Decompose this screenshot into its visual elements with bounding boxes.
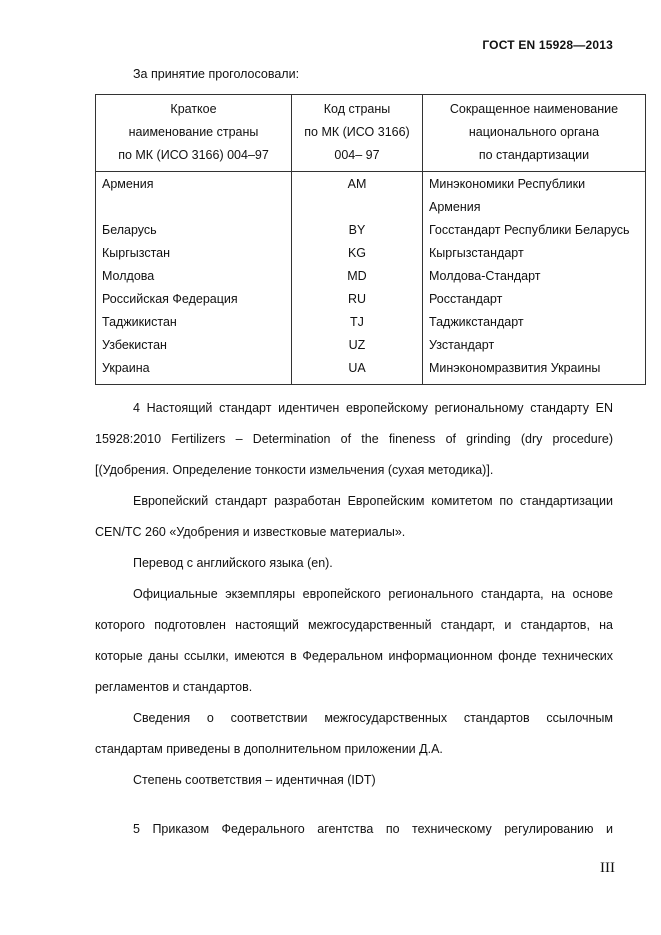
country-code: UZ (292, 334, 423, 357)
standards-body: Госстандарт Республики Беларусь (423, 219, 646, 242)
header-country-name: Краткое наименование страны по МК (ИСО 3166) 004–97 (96, 95, 292, 172)
paragraph-cen-committee: Европейский стандарт разработан Европейским комитетом по стандартизации CEN/TC 260 «Удобрения и известковые материалы». (95, 494, 613, 539)
header-country-code: Код страны по МК (ИСО 3166) 004– 97 (292, 95, 423, 172)
standards-body: Минэкономразвития Украины (423, 357, 646, 385)
country-code: TJ (292, 311, 423, 334)
paragraph-identical-standard: 4 Настоящий стандарт идентичен европейскому региональному стандарту EN 15928:2010 Fertilizers – Determination of the fineness of grinding (dry procedure) [(Удобрения. Определение тонкости измельчения (сухая методика)]. (95, 401, 613, 477)
country-name: Таджикистан (96, 311, 292, 334)
table-row (96, 311, 646, 334)
country-code: MD (292, 265, 423, 288)
standards-body: Минэкономики Республики Армения (423, 172, 646, 220)
country-name: Узбекистан (96, 334, 292, 357)
table-row (96, 288, 646, 311)
country-code: BY (292, 219, 423, 242)
document-code-header: ГОСТ EN 15928—2013 (482, 38, 613, 52)
standards-body: Узстандарт (423, 334, 646, 357)
paragraph-federal-agency-order: 5 Приказом Федерального агентства по техническому регулированию и (133, 822, 613, 836)
paragraph-correspondence-info: Сведения о соответствии межгосударственных стандартов ссылочным стандартам приведены в дополнительном приложении Д.А. (95, 711, 613, 756)
country-code: AM (292, 172, 423, 220)
standards-body: Росстандарт (423, 288, 646, 311)
country-code: KG (292, 242, 423, 265)
section-5-text (95, 814, 613, 845)
table-row (96, 357, 646, 385)
paragraph-degree-of-conformity: Степень соответствия – идентичная (IDT) (133, 773, 376, 787)
header-standards-body: Сокращенное наименование национального органа по стандартизации (423, 95, 646, 172)
standards-body: Молдова-Стандарт (423, 265, 646, 288)
paragraph-official-copies: Официальные экземпляры европейского регионального стандарта, на основе которого подготовлен настоящий межгосударственный стандарт, и стандартов, на которые даны ссылки, имеются в Федеральном информационном фонде технических регламентов и стандартов. (95, 587, 613, 694)
country-code: UA (292, 357, 423, 385)
country-name: Беларусь (96, 219, 292, 242)
table-row (96, 172, 646, 220)
country-name: Армения (96, 172, 292, 220)
paragraph-translation: Перевод с английского языка (en). (133, 556, 333, 570)
table-row (96, 242, 646, 265)
country-name: Молдова (96, 265, 292, 288)
voting-intro: За принятие проголосовали: (133, 67, 300, 81)
voting-countries-table (95, 94, 646, 385)
country-name: Российская Федерация (96, 288, 292, 311)
table-row (96, 219, 646, 242)
country-code: RU (292, 288, 423, 311)
section-4-text (95, 393, 613, 796)
standards-body: Кыргызстандарт (423, 242, 646, 265)
country-name: Украина (96, 357, 292, 385)
standards-body: Таджикстандарт (423, 311, 646, 334)
page-number: III (600, 860, 615, 876)
table-row (96, 265, 646, 288)
table-header-row (96, 95, 646, 172)
table-row (96, 334, 646, 357)
country-name: Кыргызстан (96, 242, 292, 265)
